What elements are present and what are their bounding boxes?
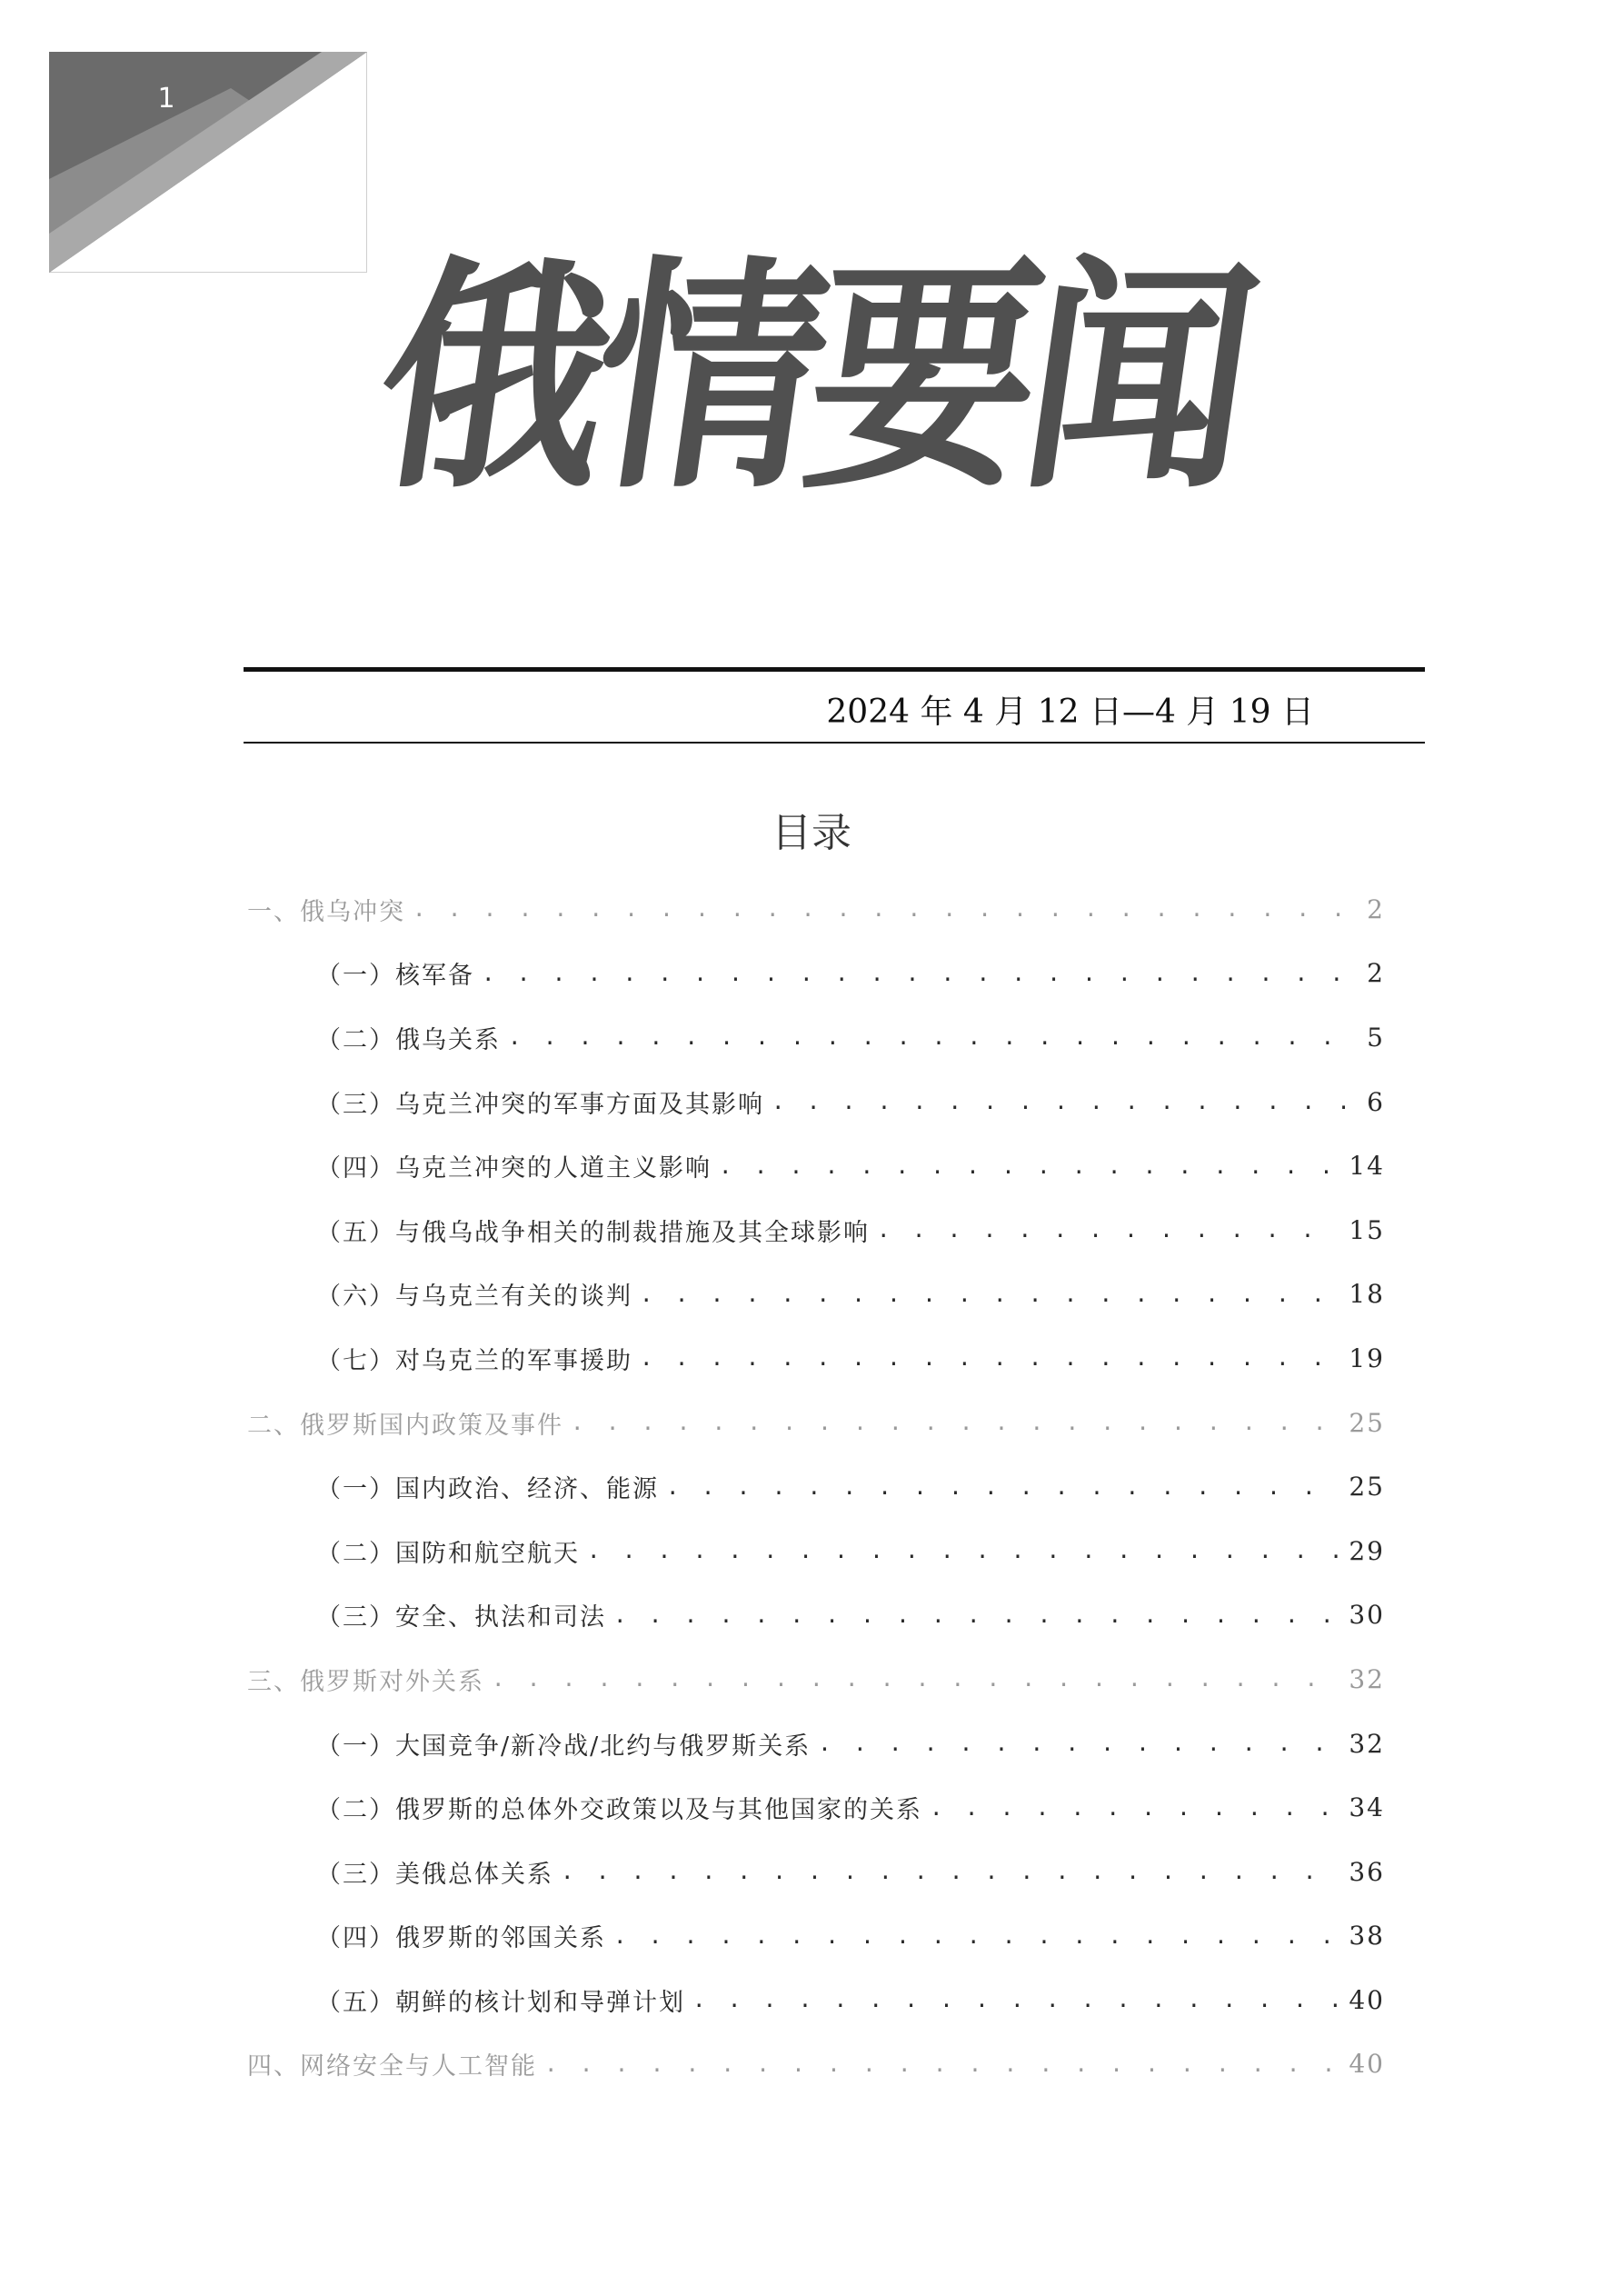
- toc-entry-page-number: 40: [1349, 2049, 1385, 2080]
- toc-entry-label: （三）安全、执法和司法: [316, 1603, 606, 1632]
- toc-subsection-link[interactable]: [247, 1198, 1385, 1263]
- toc-subsection-link[interactable]: [247, 1840, 1385, 1904]
- masthead-char: 俄: [361, 233, 630, 522]
- toc-dot-leader: [613, 1602, 1341, 1628]
- toc-entry-page-number: 2: [1367, 893, 1385, 924]
- toc-entry-label: （一）大国竞争/新冷战/北约与俄罗斯关系: [316, 1732, 812, 1761]
- toc-subsection-link[interactable]: [247, 1775, 1385, 1840]
- toc-dot-leader: [772, 1089, 1345, 1114]
- toc-entry-label: （二）俄乌关系: [316, 1025, 501, 1054]
- header-rule-thin: [244, 742, 1425, 744]
- toc-subsection-link[interactable]: [247, 1263, 1385, 1327]
- toc-entry-page-number: 25: [1349, 1407, 1385, 1438]
- toc-section-link[interactable]: [247, 1647, 1385, 1712]
- toc-entry-page-number: 34: [1349, 1792, 1385, 1823]
- toc-entry-label: （一）国内政治、经济、能源: [316, 1475, 659, 1504]
- toc-entry-page-number: 32: [1349, 1728, 1385, 1759]
- toc-entry-label: 二、俄罗斯国内政策及事件: [247, 1411, 563, 1440]
- toc-entry-page-number: 40: [1349, 1984, 1385, 2015]
- toc-subsection-link[interactable]: [247, 1583, 1385, 1648]
- toc-dot-leader: [544, 2051, 1341, 2077]
- toc-entry-label: （五）与俄乌战争相关的制裁措施及其全球影响: [316, 1218, 870, 1247]
- toc-entry-page-number: 32: [1349, 1663, 1385, 1694]
- toc-dot-leader: [613, 1923, 1341, 1949]
- toc-entry-label: 一、俄乌冲突: [247, 897, 405, 926]
- page-number: 1: [157, 83, 175, 115]
- toc-entry-label: （六）与乌克兰有关的谈判: [316, 1283, 632, 1312]
- masthead-char: 要: [792, 233, 1060, 522]
- toc-entry-page-number: 36: [1349, 1856, 1385, 1887]
- page-corner-decoration: [49, 52, 367, 273]
- toc-entry-label: （二）国防和航空航天: [316, 1539, 580, 1568]
- toc-dot-leader: [640, 1345, 1341, 1371]
- toc-dot-leader: [719, 1153, 1341, 1179]
- header-rule-thick: [244, 667, 1425, 672]
- toc-entry-page-number: 19: [1349, 1343, 1385, 1373]
- toc-dot-leader: [571, 1410, 1341, 1435]
- toc-entry-label: （五）朝鲜的核计划和导弹计划: [316, 1988, 685, 2017]
- toc-subsection-link[interactable]: [247, 1519, 1385, 1583]
- masthead-char: 闻: [1006, 233, 1275, 522]
- toc-section-link[interactable]: [247, 1391, 1385, 1455]
- toc-entry-page-number: 29: [1349, 1535, 1385, 1566]
- toc-entry-page-number: 5: [1367, 1022, 1385, 1053]
- toc-title: 目录: [772, 810, 851, 856]
- toc-entry-page-number: 14: [1349, 1151, 1385, 1182]
- toc-entry-label: （七）对乌克兰的军事援助: [316, 1346, 632, 1375]
- issue-date-range: 2024 年 4 月 12 日—4 月 19 日: [826, 694, 1314, 731]
- toc-dot-leader: [640, 1282, 1341, 1307]
- toc-entry-label: （三）美俄总体关系: [316, 1860, 553, 1889]
- toc-entry-page-number: 18: [1349, 1279, 1385, 1310]
- table-of-contents: [247, 877, 1385, 2096]
- toc-section-link[interactable]: [247, 877, 1385, 942]
- toc-subsection-link[interactable]: [247, 1454, 1385, 1519]
- toc-entry-page-number: 30: [1349, 1600, 1385, 1631]
- toc-dot-leader: [413, 896, 1345, 922]
- toc-dot-leader: [482, 961, 1345, 986]
- toc-subsection-link[interactable]: [247, 1005, 1385, 1070]
- toc-entry-label: （四）俄罗斯的邻国关系: [316, 1924, 606, 1953]
- toc-subsection-link[interactable]: [247, 1968, 1385, 2032]
- toc-subsection-link[interactable]: [247, 1904, 1385, 1969]
- toc-entry-label: 四、网络安全与人工智能: [247, 2052, 537, 2081]
- toc-entry-label: （二）俄罗斯的总体外交政策以及与其他国家的关系: [316, 1796, 922, 1825]
- toc-entry-page-number: 6: [1367, 1086, 1385, 1117]
- toc-section-link[interactable]: [247, 2032, 1385, 2097]
- toc-entry-label: （一）核军备: [316, 962, 474, 991]
- toc-dot-leader: [587, 1538, 1341, 1563]
- toc-entry-page-number: 38: [1349, 1921, 1385, 1952]
- toc-dot-leader: [492, 1666, 1341, 1692]
- toc-dot-leader: [508, 1024, 1345, 1050]
- toc-entry-page-number: 15: [1349, 1214, 1385, 1245]
- toc-dot-leader: [692, 1987, 1341, 2012]
- toc-entry-label: 三、俄罗斯对外关系: [247, 1667, 484, 1696]
- toc-dot-leader: [666, 1474, 1341, 1500]
- toc-entry-label: （四）乌克兰冲突的人道主义影响: [316, 1154, 712, 1183]
- toc-dot-leader: [561, 1859, 1341, 1884]
- toc-entry-label: （三）乌克兰冲突的军事方面及其影响: [316, 1090, 764, 1119]
- masthead-title: [361, 227, 1275, 527]
- toc-subsection-link[interactable]: [247, 1712, 1385, 1776]
- toc-entry-page-number: 25: [1349, 1472, 1385, 1502]
- toc-dot-leader: [877, 1217, 1341, 1243]
- toc-subsection-link[interactable]: [247, 1326, 1385, 1391]
- toc-dot-leader: [930, 1795, 1341, 1821]
- toc-entry-page-number: 2: [1367, 958, 1385, 989]
- toc-dot-leader: [818, 1731, 1341, 1756]
- toc-subsection-link[interactable]: [247, 1133, 1385, 1198]
- toc-subsection-link[interactable]: [247, 942, 1385, 1006]
- toc-subsection-link[interactable]: [247, 1070, 1385, 1134]
- masthead-char: 情: [576, 233, 844, 522]
